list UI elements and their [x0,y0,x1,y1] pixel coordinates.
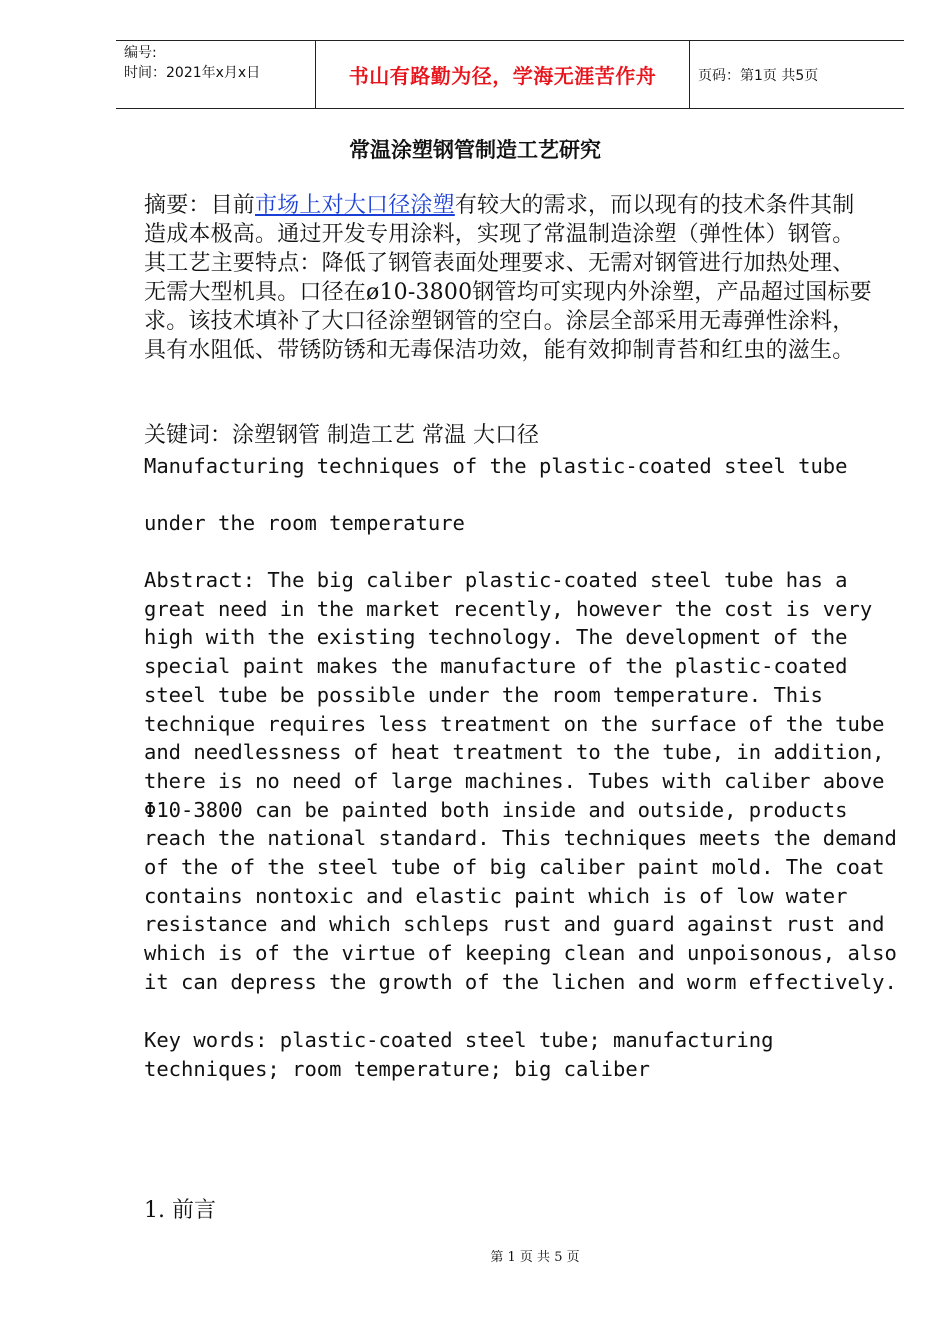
abstract-line: which is of the virtue of keeping clean and unpoisonous, also [144,941,897,966]
abstract-line: and needlessness of heat treatment to the tube, in addition, [144,740,885,765]
abstract-line: resistance and which schleps rust and guard against rust and [144,912,885,937]
abstract-line: there is no need of large machines. Tubes with caliber above [144,768,885,793]
cn-abstract-rest: 有较大的需求，而以现有的技术条件其制造成本极高。通过开发专用涂料，实现了常温制造涂塑（弹性体）钢管。其工艺主要特点：降低了钢管表面处理要求、无需对钢管进行加热处理、无需大型机具。口径在ø10-3800钢管均可实现内外涂塑，产品超过国标要求。该技术填补了大口径涂塑钢管的空白。涂层全部采用无毒弹性涂料，具有水阻低、带锈防锈和无毒保洁功效，能有效抑制青苔和红虫的滋生。 [144,193,872,363]
abstract-line: special paint makes the manufacture of the plastic-coated [144,654,848,679]
abstract-line: great need in the market recently, however the cost is very [144,596,873,621]
abstract-line: it can depress the growth of the lichen and worm effectively. [144,969,897,994]
abstract-line: reach the national standard. This techniques meets the demand [144,826,897,851]
cn-abstract-link[interactable]: 市场上对大口径涂塑 [255,193,455,218]
section-heading: 1. 前言 [144,1198,216,1223]
header-motto-cell [316,41,690,108]
time-label: 时间：2021年x月x日 [124,65,261,81]
abstract-line: technique requires less treatment on the surface of the tube [144,711,885,736]
abstract-line: Abstract: The big caliber plastic-coated steel tube has a [144,568,848,592]
keywords-line: techniques; room temperature; big caliber [144,1056,651,1081]
abstract-line: of the of the steel tube of big caliber paint mold. The coat [144,855,885,880]
english-abstract [144,566,904,997]
abstract-line: steel tube be possible under the room temperature. This [144,682,823,707]
chinese-keywords: 关键词：涂塑钢管 制造工艺 常温 大口径 [144,423,539,448]
english-keywords [144,1026,904,1083]
page-info: 页码：第1页 共5页 [698,67,819,84]
english-title-line-2: under the room temperature [144,511,465,535]
number-label: 编号: [124,45,157,61]
english-title-line-1: Manufacturing techniques of the plastic-coated steel tube [144,454,848,478]
header-table [116,40,904,109]
header-page-info [690,41,904,108]
header-meta [116,41,316,108]
abstract-line: contains nontoxic and elastic paint which is of low water [144,883,848,908]
page-footer: 第 1 页 共 5 页 [490,1250,580,1265]
cn-abstract-prefix: 摘要：目前 [144,193,256,218]
keywords-line: Key words: plastic-coated steel tube; manufacturing [144,1028,774,1052]
abstract-line: Φ10-3800 can be painted both inside and outside, products [144,797,848,822]
chinese-abstract [144,191,874,365]
abstract-line: high with the existing technology. The development of the [144,625,848,650]
document-title: 常温涂塑钢管制造工艺研究 [349,138,601,162]
motto: 书山有路勤为径，学海无涯苦作舟 [348,64,657,88]
